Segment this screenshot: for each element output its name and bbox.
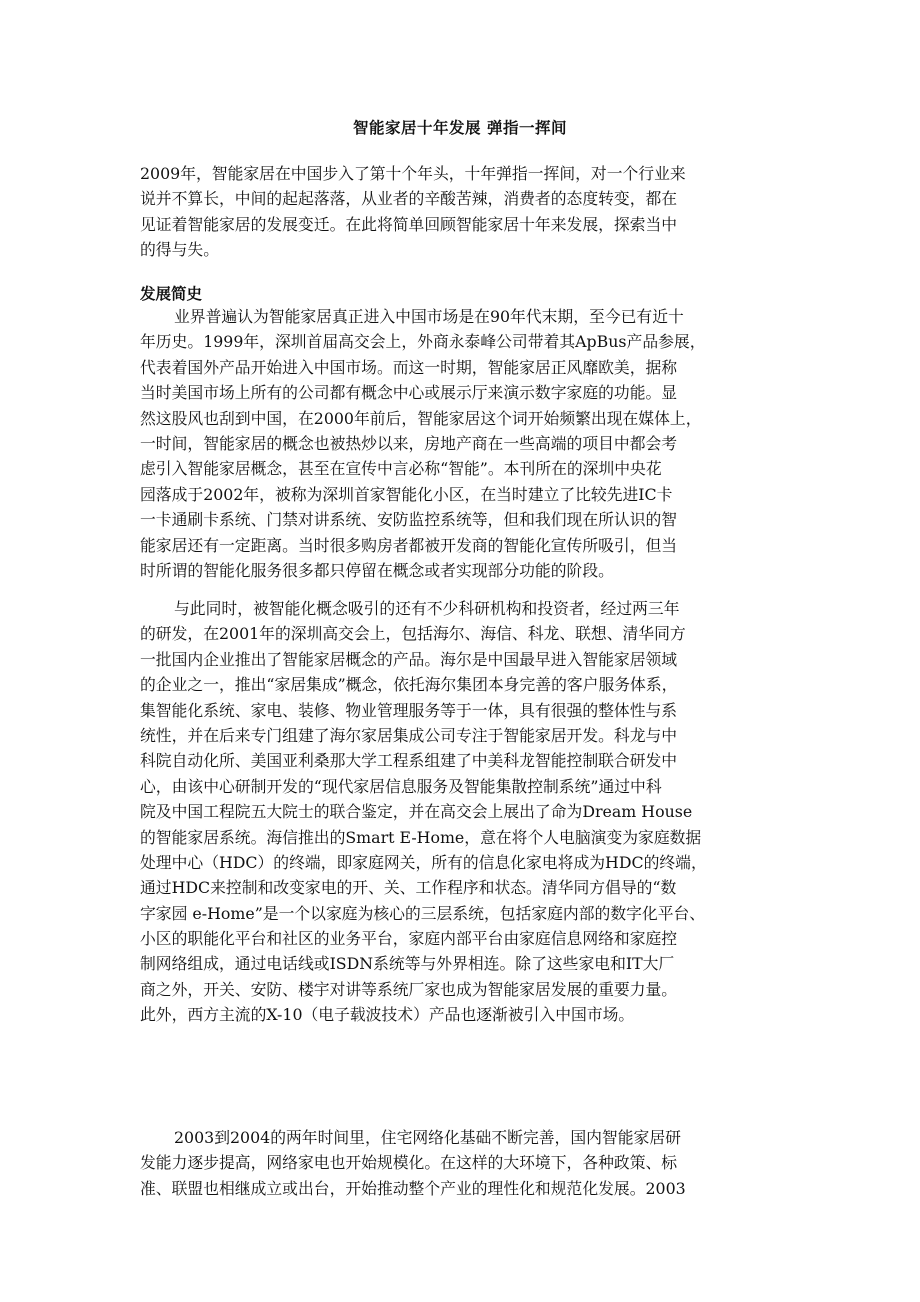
text-line: 统性，并在后来专门组建了海尔家居集成公司专注于智能家居开发。科龙与中 [140, 725, 678, 745]
paragraph-2 [140, 596, 788, 1028]
text-line: 然这股风也刮到中国，在2000年前后，智能家居这个词开始频繁出现在媒体上， [140, 408, 702, 428]
text-line: 当时美国市场上所有的公司都有概念中心或展示厅来演示数字家庭的功能。显 [140, 383, 678, 403]
text-line: 2003到2004的两年时间里，住宅网络化基础不断完善，国内智能家居研 [174, 1128, 681, 1147]
text-line: 的企业之一，推出“家居集成”概念，依托海尔集团本身完善的客户服务体系， [140, 675, 678, 695]
text-line: 小区的职能化平台和社区的业务平台，家庭内部平台由家庭信息网络和家庭控 [140, 929, 678, 949]
text-line: 虑引入智能家居概念，甚至在宣传中言必称“智能”。本刊所在的深圳中央花 [140, 459, 662, 479]
text-line: 时所谓的智能化服务很多都只停留在概念或者实现部分功能的阶段。 [140, 560, 614, 580]
text-line: 此外，西方主流的X-10（电子载波技术）产品也逐渐被引入中国市场。 [140, 1005, 635, 1025]
text-line: 一卡通刷卡系统、门禁对讲系统、安防监控系统等，但和我们现在所认识的智 [140, 510, 678, 530]
text-line: 字家园 e-Home”是一个以家庭为核心的三层系统，包括家庭内部的数字化平台、 [140, 903, 706, 923]
text-line: 业界普遍认为智能家居真正进入中国市场是在90年代末期，至今已有近十 [174, 307, 684, 326]
text-line: 代表着国外产品开始进入中国市场。而这一时期，智能家居正风靡欧美，据称 [140, 357, 678, 377]
document-title: 智能家居十年发展 弹指一挥间 [353, 119, 567, 137]
text-line: 准、联盟也相继成立或出台，开始推动整个产业的理性化和规范化发展。2003 [140, 1178, 686, 1198]
text-line: 通过HDC来控制和改变家电的开、关、工作程序和状态。清华同方倡导的“数 [140, 878, 677, 898]
text-line: 院及中国工程院五大院士的联合鉴定，并在高交会上展出了命为Dream House [140, 802, 693, 822]
text-line: 年历史。1999年，深圳首届高交会上，外商永泰峰公司带着其ApBus产品参展， [140, 332, 706, 352]
text-line: 科院自动化所、美国亚利桑那大学工程系组建了中美科龙智能控制联合研发中 [140, 751, 678, 771]
text-line: 心，由该中心研制开发的“现代家居信息服务及智能集散控制系统”通过中科 [140, 776, 662, 796]
intro-paragraph [140, 161, 788, 263]
text-line: 商之外，开关、安防、楼宇对讲等系统厂家也成为智能家居发展的重要力量。 [140, 979, 678, 999]
text-line: 一时间，智能家居的概念也被热炒以来，房地产商在一些高端的项目中都会考 [140, 433, 678, 453]
section-heading: 发展简史 [140, 285, 203, 303]
text-line: 制网络组成，通过电话线或ISDN系统等与外界相连。除了这些家电和IT大厂 [140, 954, 675, 974]
text-line: 园落成于2002年，被称为深圳首家智能化小区，在当时建立了比较先进IC卡 [140, 484, 673, 504]
text-line: 集智能化系统、家电、装修、物业管理服务等于一体，具有很强的整体性与系 [140, 700, 678, 720]
text-line: 说并不算长，中间的起起落落，从业者的辛酸苦辣，消费者的态度转变，都在 [140, 189, 678, 209]
text-line: 2009年，智能家居在中国步入了第十个年头，十年弹指一挥间，对一个行业来 [140, 164, 686, 183]
paragraph-1 [140, 304, 788, 583]
text-line: 发能力逐步提高，网络家电也开始规模化。在这样的大环境下，各种政策、标 [140, 1153, 678, 1173]
text-line: 与此同时，被智能化概念吸引的还有不少科研机构和投资者，经过两三年 [174, 599, 680, 618]
paragraph-3 [140, 1125, 788, 1201]
text-line: 见证着智能家居的发展变迁。在此将简单回顾智能家居十年来发展，探索当中 [140, 214, 678, 234]
text-line: 处理中心（HDC）的终端，即家庭网关，所有的信息化家电将成为HDC的终端， [140, 852, 707, 872]
text-line: 能家居还有一定距离。当时很多购房者都被开发商的智能化宣传所吸引，但当 [140, 535, 678, 555]
text-line: 一批国内企业推出了智能家居概念的产品。海尔是中国最早进入智能家居领域 [140, 649, 678, 669]
text-line: 的智能家居系统。海信推出的Smart E-Home，意在将个人电脑演变为家庭数据 [140, 827, 702, 847]
text-line: 的研发，在2001年的深圳高交会上，包括海尔、海信、科龙、联想、清华同方 [140, 624, 686, 644]
text-line: 的得与失。 [140, 240, 219, 260]
